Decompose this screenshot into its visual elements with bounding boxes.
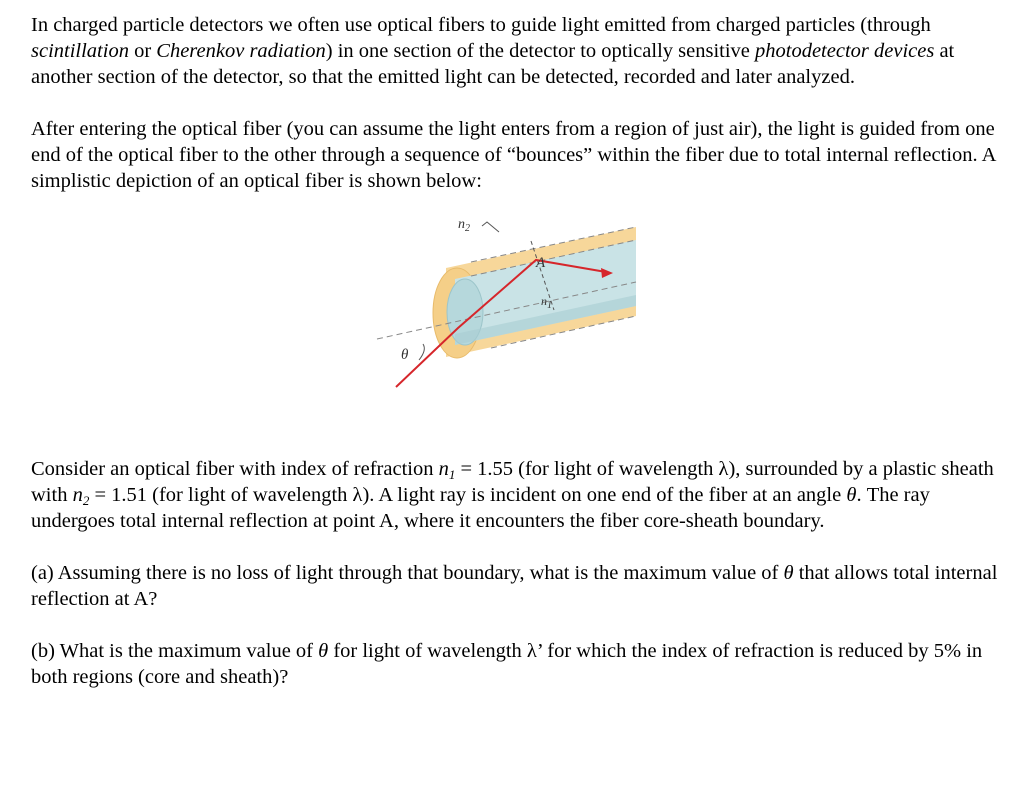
label-A: A [536, 255, 546, 271]
question-a-theta: θ [783, 562, 794, 584]
question-b-paragraph [31, 638, 1006, 690]
intro-text-3: ) in one section of the detector to optically sensitive [325, 40, 756, 62]
var-theta: θ [846, 484, 857, 506]
optical-fiber-figure [31, 194, 1006, 456]
n2-pointer [482, 222, 499, 232]
intro-text-1: In charged particle detectors we often use optical fibers to guide light emitted from charged particles (through [31, 14, 931, 36]
question-a-text-2: that allows total internal reflection at A? [31, 562, 998, 610]
fiber-description-paragraph: After entering the optical fiber (you can assume the light enters from a region of just air), the light is guided from one end of the optical fiber to the other through a sequence of “bounces” within the fiber due to total internal reflection. A simplistic depiction of an optical fiber is shown below: [31, 118, 996, 192]
intro-text-4: at another section of the detector, so that the emitted light can be detected, recorded and later analyzed. [31, 40, 955, 88]
intro-paragraph [31, 12, 1006, 90]
setup-text-1: Consider an optical fiber with index of refraction [31, 458, 439, 480]
theta-arc [419, 344, 424, 360]
question-a-paragraph [31, 560, 1006, 612]
question-b-theta: θ [318, 640, 329, 662]
label-n2: $n_2$ [458, 217, 470, 234]
intro-text-2: or [128, 40, 157, 62]
term-photodetector: photodetector devices [755, 40, 935, 62]
question-b-text-1: (b) What is the maximum value of [31, 640, 319, 662]
term-scintillation: scintillation [31, 40, 129, 62]
question-a-text-1: (a) Assuming there is no loss of light through that boundary, what is the maximum value of [31, 562, 784, 584]
optical-fiber-diagram [31, 194, 1006, 456]
question-b-text-2: for light of wavelength λ’ for which the index of refraction is reduced by 5% in both regions (core and sheath)? [31, 640, 983, 688]
var-n2: n [72, 484, 83, 506]
label-n1: $n_1$ [541, 294, 552, 311]
label-theta: θ [401, 347, 409, 363]
document-page [31, 12, 1006, 690]
problem-setup-paragraph [31, 456, 1006, 534]
var-n1: n [438, 458, 449, 480]
var-n2-sub: 2 [82, 493, 90, 508]
var-n1-sub: 1 [448, 467, 456, 482]
setup-text-4: . The ray undergoes total internal reflection at point A, where it encounters the fiber core-sheath boundary. [31, 484, 930, 532]
setup-text-3: = 1.51 (for light of wavelength λ). A light ray is incident on one end of the fiber at an angle [89, 484, 847, 506]
term-cherenkov: Cherenkov radiation [156, 40, 326, 62]
setup-text-2: = 1.55 (for light of wavelength λ), surrounded by a plastic sheath with [31, 458, 994, 506]
